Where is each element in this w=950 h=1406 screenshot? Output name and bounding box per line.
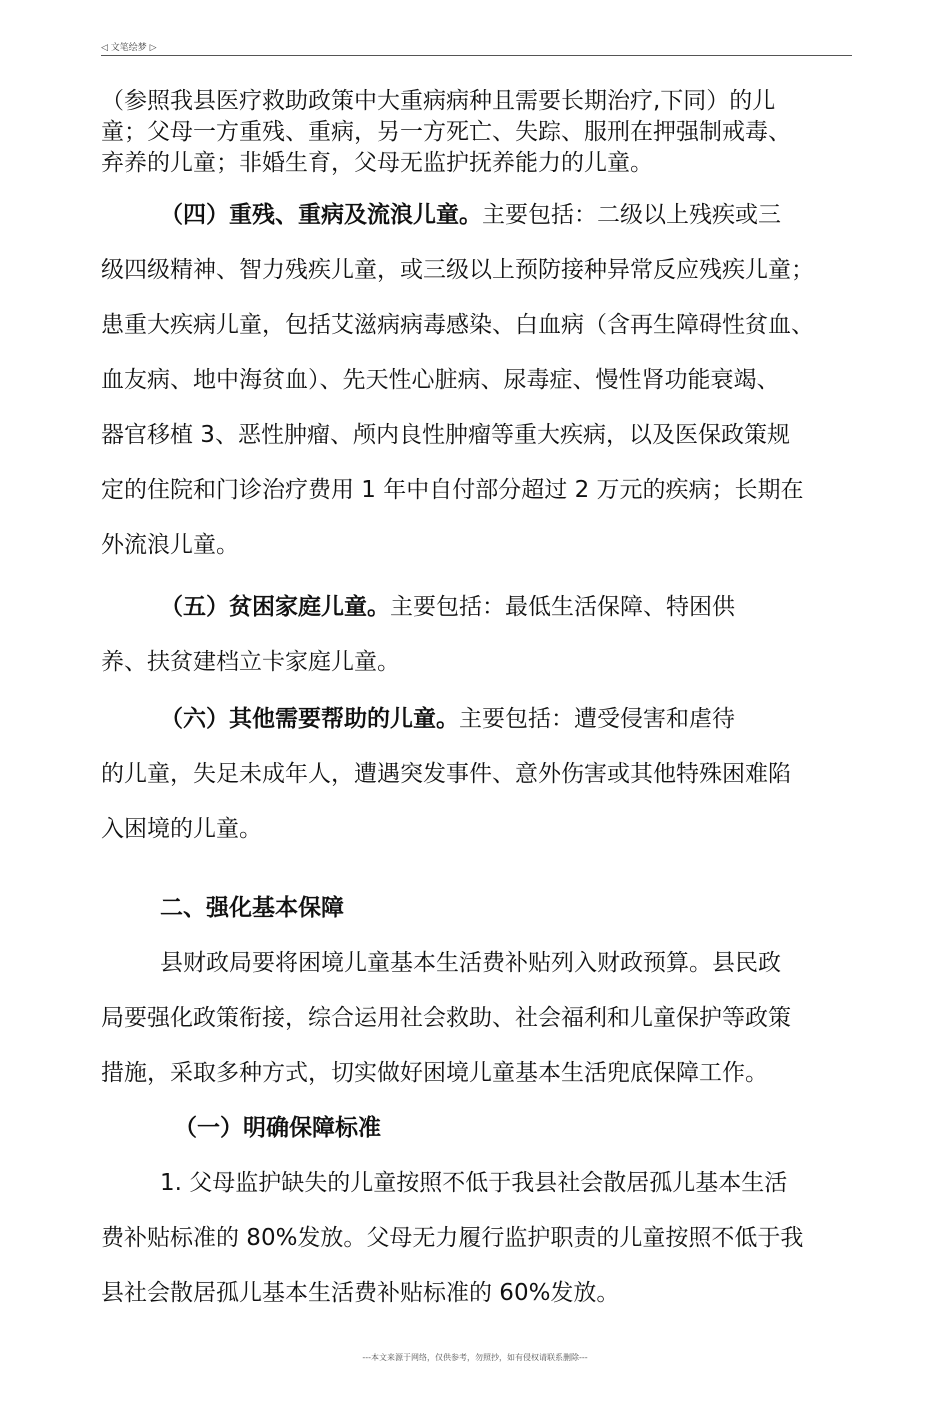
- text-line: 外流浪儿童。: [101, 532, 239, 558]
- text-line: 局要强化政策衔接，综合运用社会救助、社会福利和儿童保护等政策: [101, 1005, 791, 1031]
- section-heading: （六）其他需要帮助的儿童。: [160, 706, 459, 732]
- section-heading: （五）贫困家庭儿童。: [160, 594, 390, 620]
- text-line: 弃养的儿童；非婚生育，父母无监护抚养能力的儿童。: [101, 150, 653, 176]
- text-line: 县社会散居孤儿基本生活费补贴标准的 60%发放。: [101, 1280, 620, 1306]
- text-line: 血友病、地中海贫血）、先天性心脏病、尿毒症、慢性肾功能衰竭、: [101, 367, 780, 393]
- text-line: 级四级精神、智力残疾儿童，或三级以上预防接种异常反应残疾儿童；: [101, 257, 814, 283]
- text-line: 患重大疾病儿童，包括艾滋病病毒感染、白血病（含再生障碍性贫血、: [101, 312, 814, 338]
- section-line: [160, 596, 735, 619]
- text-line: 措施，采取多种方式，切实做好困境儿童基本生活兜底保障工作。: [101, 1060, 768, 1086]
- page-header: ◁ 文笔绘梦 ▷: [101, 43, 157, 53]
- text-line: 1. 父母监护缺失的儿童按照不低于我县社会散居孤儿基本生活: [160, 1170, 788, 1196]
- text-line: 费补贴标准的 80%发放。父母无力履行监护职责的儿童按照不低于我: [101, 1225, 804, 1251]
- text-line: 入困境的儿童。: [101, 816, 262, 842]
- section-line: [160, 204, 781, 227]
- text-line: 定的住院和门诊治疗费用 1 年中自付部分超过 2 万元的疾病；长期在: [101, 477, 804, 503]
- text-line: 县财政局要将困境儿童基本生活费补贴列入财政预算。县民政: [160, 950, 781, 976]
- section-text: 主要包括：遭受侵害和虐待: [459, 706, 735, 732]
- section-heading: （四）重残、重病及流浪儿童。: [160, 202, 482, 228]
- text-line: 的儿童，失足未成年人，遭遇突发事件、意外伤害或其他特殊困难陷: [101, 761, 791, 787]
- section-text: 主要包括：二级以上残疾或三: [482, 202, 781, 228]
- page-footer: ---本文来源于网络，仅供参考，勿照抄，如有侵权请联系删除---: [362, 1353, 588, 1362]
- text-line: 养、扶贫建档立卡家庭儿童。: [101, 649, 400, 675]
- text-line: 童；父母一方重残、重病，另一方死亡、失踪、服刑在押强制戒毒、: [101, 119, 791, 145]
- text-line: 器官移植 3、恶性肿瘤、颅内良性肿瘤等重大疾病，以及医保政策规: [101, 422, 790, 448]
- header-divider: [101, 55, 852, 56]
- subsection-heading: （一）明确保障标准: [174, 1115, 381, 1141]
- section-line: [160, 708, 735, 731]
- chapter-heading: 二、强化基本保障: [160, 895, 344, 921]
- text-line: （参照我县医疗救助政策中大重病病种且需要长期治疗,下同）的儿: [101, 88, 776, 114]
- section-text: 主要包括：最低生活保障、特困供: [390, 594, 735, 620]
